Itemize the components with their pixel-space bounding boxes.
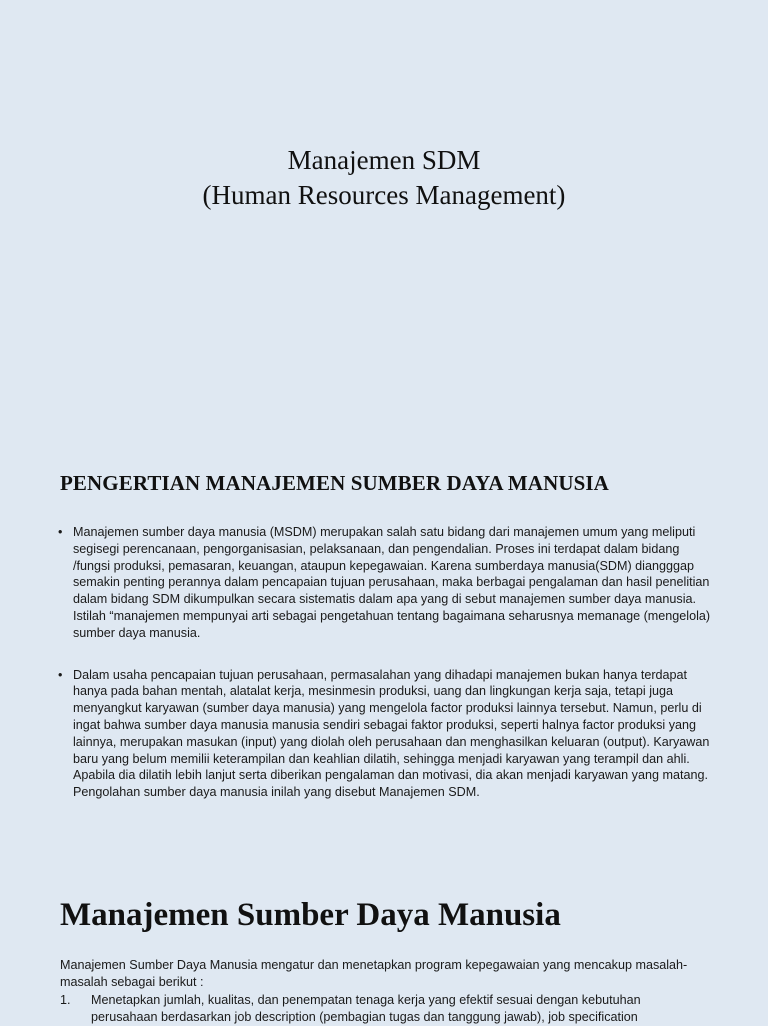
bullet-item	[58, 524, 718, 642]
title-line-2: (Human Resources Management)	[202, 180, 566, 210]
item-text: Menetapkan jumlah, kualitas, dan penempatan tenaga kerja yang efektif sesuai dengan kebutuhan perusahaan berdasarkan job description (pembagian tugas dan tanggung jawab), job specification	[91, 993, 641, 1024]
title-line-1: Manajemen SDM	[287, 145, 481, 175]
bullet-list	[58, 524, 718, 826]
intro-paragraph: Manajemen Sumber Daya Manusia mengatur dan menetapkan program kepegawaian yang mencakup masalah-masalah sebagai berikut :	[60, 958, 688, 989]
section-heading: PENGERTIAN MANAJEMEN SUMBER DAYA MANUSIA	[60, 471, 609, 495]
item-number: 1.	[60, 993, 71, 1007]
bullet-icon: •	[58, 667, 63, 682]
bullet-icon: •	[58, 525, 63, 539]
slide-title	[0, 143, 768, 213]
bullet-text: Dalam usaha pencapaian tujuan perusahaan, permasalahan yang dihadapi manajemen bukan hanya terdapat hanya pada bahan mentah, alatalat kerja, mesinmesin produksi, uang dan lingkungan kerja saja, tetapi juga menyangkut karyawan (sumber daya manusia) yang mengelola factor produksi lainnya tersebut. Namun, perlu di ingat bahwa sumber daya manusia manusia sendiri sebagai faktor produksi, seperti halnya factor produksi yang lainnya, merupakan masukan (input) yang diolah oleh perusahaan dan menghasilkan keluaran (output). Karyawan baru yang belum memilii keterampilan dan keahlian dilatih, sehingga menjadi karyawan yang terampil dan ahli. Apabila dia dilatih lebih lanjut serta diberikan pengalaman dan motivasi, dia akan menjadi karyawan yang matang. Pengolahan sumber daya manusia inilah yang disebut Manajemen SDM.	[73, 667, 710, 800]
numbered-item	[60, 992, 710, 1026]
bullet-text: Manajemen sumber daya manusia (MSDM) merupakan salah satu bidang dari manajemen umum yang meliputi segisegi perencanaan, pengorganisasian, pelaksanaan, dan pengendalian. Proses ini terdapat dalam bidang /fungsi produksi, pemasaran, keuangan, ataupun kepegawaian. Karena sumberdaya manusia(SDM) diangggap semakin penting perannya dalam pencapaian tujuan perusahaan, maka berbagai pengalaman dan hasil penelitian dalam bidang SDM dikumpulkan secara sistematis dalam apa yang di sebut manajemen sumber daya manusia. Istilah “manajemen mempunyai arti sebagai pengetahuan tentang bagaimana seharusnya memanage (mengelola) sumber daya manusia.	[73, 525, 711, 640]
numbered-list	[60, 992, 710, 1026]
msdm-heading: Manajemen Sumber Daya Manusia	[60, 897, 561, 933]
bullet-item	[58, 667, 718, 801]
